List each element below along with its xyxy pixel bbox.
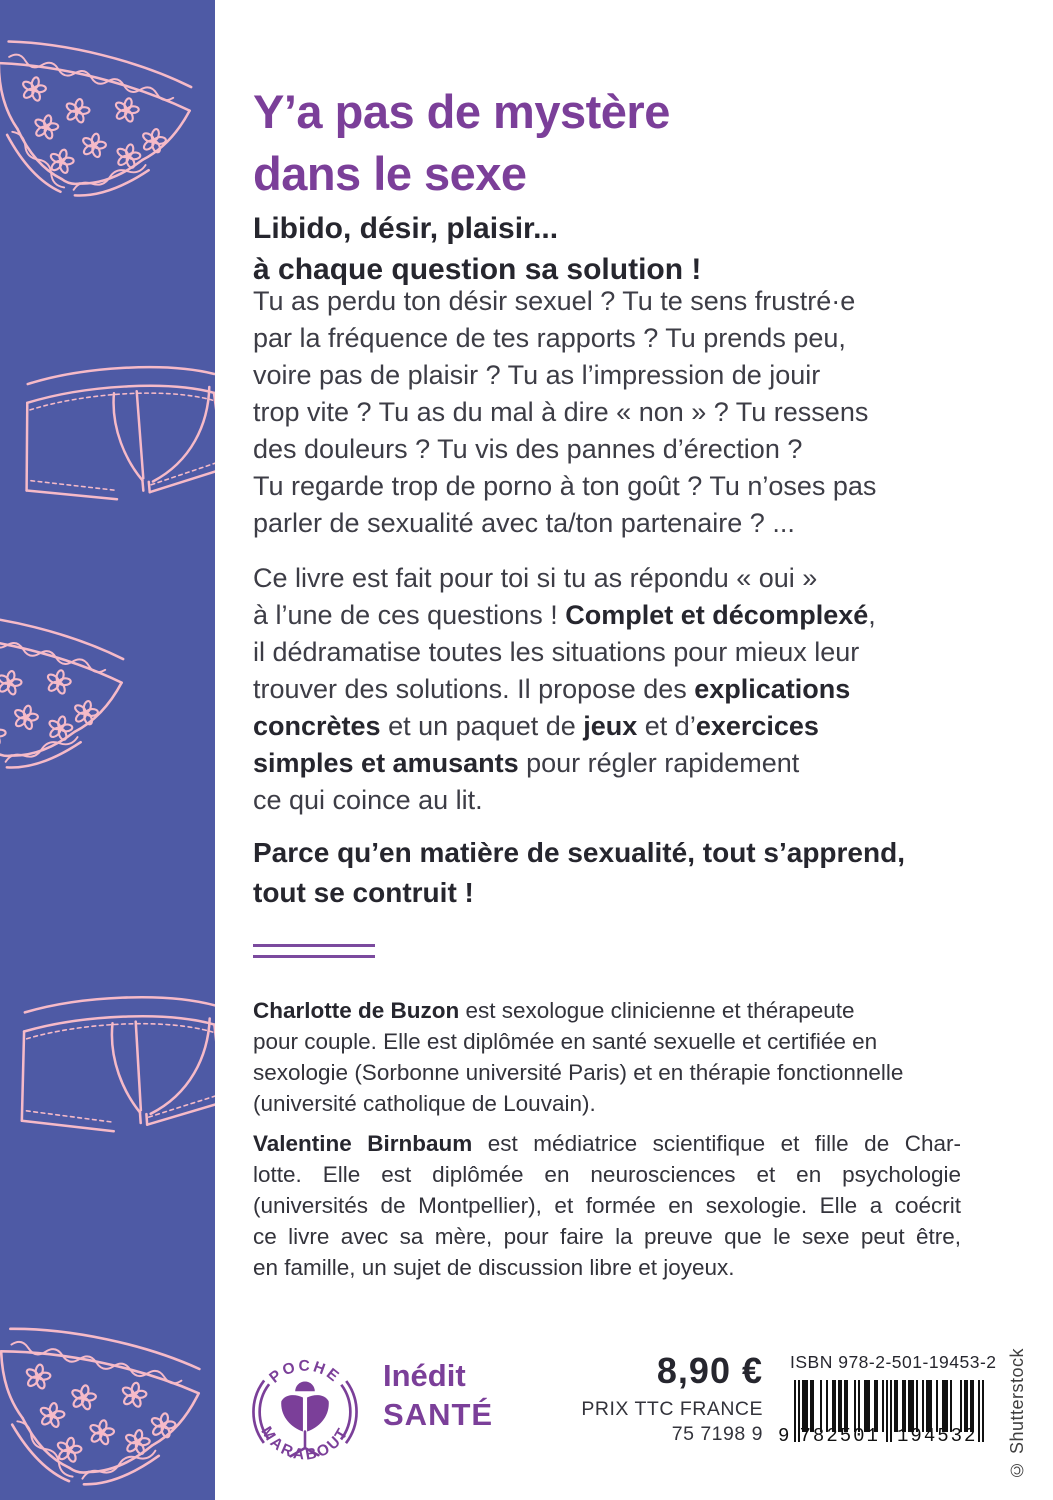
price-code: 75 7198 9: [671, 1423, 763, 1445]
text-line: des douleurs ? Tu vis des pannes d’érection ?: [253, 434, 803, 464]
book-title: [253, 81, 670, 205]
panties-illustration: [0, 584, 146, 824]
text-line: parler de sexualité avec ta/ton partenaire ? ...: [253, 508, 795, 538]
text-line: Tu regarde trop de porno à ton goût ? Tu n’oses pas: [253, 471, 877, 501]
text-line: sexologie (Sorbonne université Paris) et en thérapie fonctionnelle: [253, 1060, 904, 1085]
book-subtitle: [253, 208, 701, 290]
panties-illustration: [0, 12, 214, 252]
text-line: tout se contruit !: [253, 877, 474, 908]
panties-illustration: [0, 1298, 215, 1500]
left-decorative-band: [0, 0, 215, 1500]
barcode-digit-group: 782501: [799, 1425, 880, 1447]
isbn-label: ISBN 978-2-501-19453-2: [790, 1352, 997, 1372]
text-line: trouver des solutions. Il propose des explications: [253, 674, 851, 704]
barcode: [778, 1352, 997, 1447]
text-line: SANTÉ: [383, 1397, 494, 1432]
text-line: concrètes et un paquet de jeux et d’exercices: [253, 711, 819, 741]
text-line: Valentine Birnbaum est médiatrice scientifique et fille de Char-: [253, 1131, 961, 1156]
text-line: Inédit: [383, 1358, 466, 1393]
collection-label: [383, 1356, 493, 1434]
price: 8,90 €: [656, 1350, 763, 1391]
text-line: (universités de Montpellier), et formée en sexologie. Elle a coécrit: [253, 1193, 961, 1218]
text-line: Libido, désir, plaisir...: [253, 211, 559, 245]
poche-marabout-logo: [243, 1348, 367, 1482]
text-line: trop vite ? Tu as du mal à dire « non » ? Tu ressens: [253, 397, 869, 427]
photo-credit: © Shutterstock: [1007, 1347, 1027, 1480]
text-line: il dédramatise toutes les situations pour mieux leur: [253, 637, 860, 667]
text-line: Parce qu’en matière de sexualité, tout s’apprend,: [253, 837, 905, 868]
text-line: pour couple. Elle est diplômée en santé sexuelle et certifiée en: [253, 1029, 878, 1054]
boxer-briefs-illustration: [9, 343, 215, 529]
author-bio-charlotte: [253, 995, 961, 1119]
text-line: à chaque question sa solution !: [253, 252, 702, 286]
text-line: voire pas de plaisir ? Tu as l’impression de jouir: [253, 360, 821, 390]
text-line: ce qui coince au lit.: [253, 785, 483, 815]
text-line: lotte. Elle est diplômée en neurosciences et en psychologie: [253, 1162, 961, 1187]
author-bio-valentine: [253, 1128, 961, 1283]
text-line: Charlotte de Buzon est sexologue clinicienne et thérapeute: [253, 998, 855, 1023]
text-line: Y’a pas de mystère: [253, 85, 670, 139]
barcode-digit-group: 194532: [897, 1425, 978, 1447]
text-line: en famille, un sujet de discussion libre et joyeux.: [253, 1255, 735, 1280]
price-note-france: PRIX TTC FRANCE: [581, 1398, 763, 1420]
text-line: à l’une de ces questions ! Complet et décomplexé,: [253, 600, 876, 630]
text-line: ce livre avec sa mère, pour faire la preuve que le sexe peut être,: [253, 1224, 961, 1249]
closing-statement: [253, 833, 958, 913]
intro-questions-paragraph: [253, 283, 958, 542]
barcode-digit-group: 9: [778, 1425, 790, 1447]
logo-bottom-text: MARABOUT: [257, 1423, 353, 1464]
section-divider: [253, 944, 375, 958]
text-line: par la fréquence de tes rapports ? Tu prends peu,: [253, 323, 846, 353]
price-block: [563, 1350, 763, 1447]
text-line: dans le sexe: [253, 147, 527, 201]
logo-top-text: POCHE: [266, 1357, 344, 1387]
text-line: (université catholique de Louvain).: [253, 1091, 596, 1116]
pitch-paragraph: [253, 560, 958, 819]
text-line: Tu as perdu ton désir sexuel ? Tu te sens frustré·e: [253, 286, 856, 316]
barcode-digits: [778, 1426, 986, 1446]
boxer-briefs-illustration: [6, 974, 215, 1159]
text-line: Ce livre est fait pour toi si tu as répondu « oui »: [253, 563, 818, 593]
text-line: simples et amusants pour régler rapidement: [253, 748, 800, 778]
